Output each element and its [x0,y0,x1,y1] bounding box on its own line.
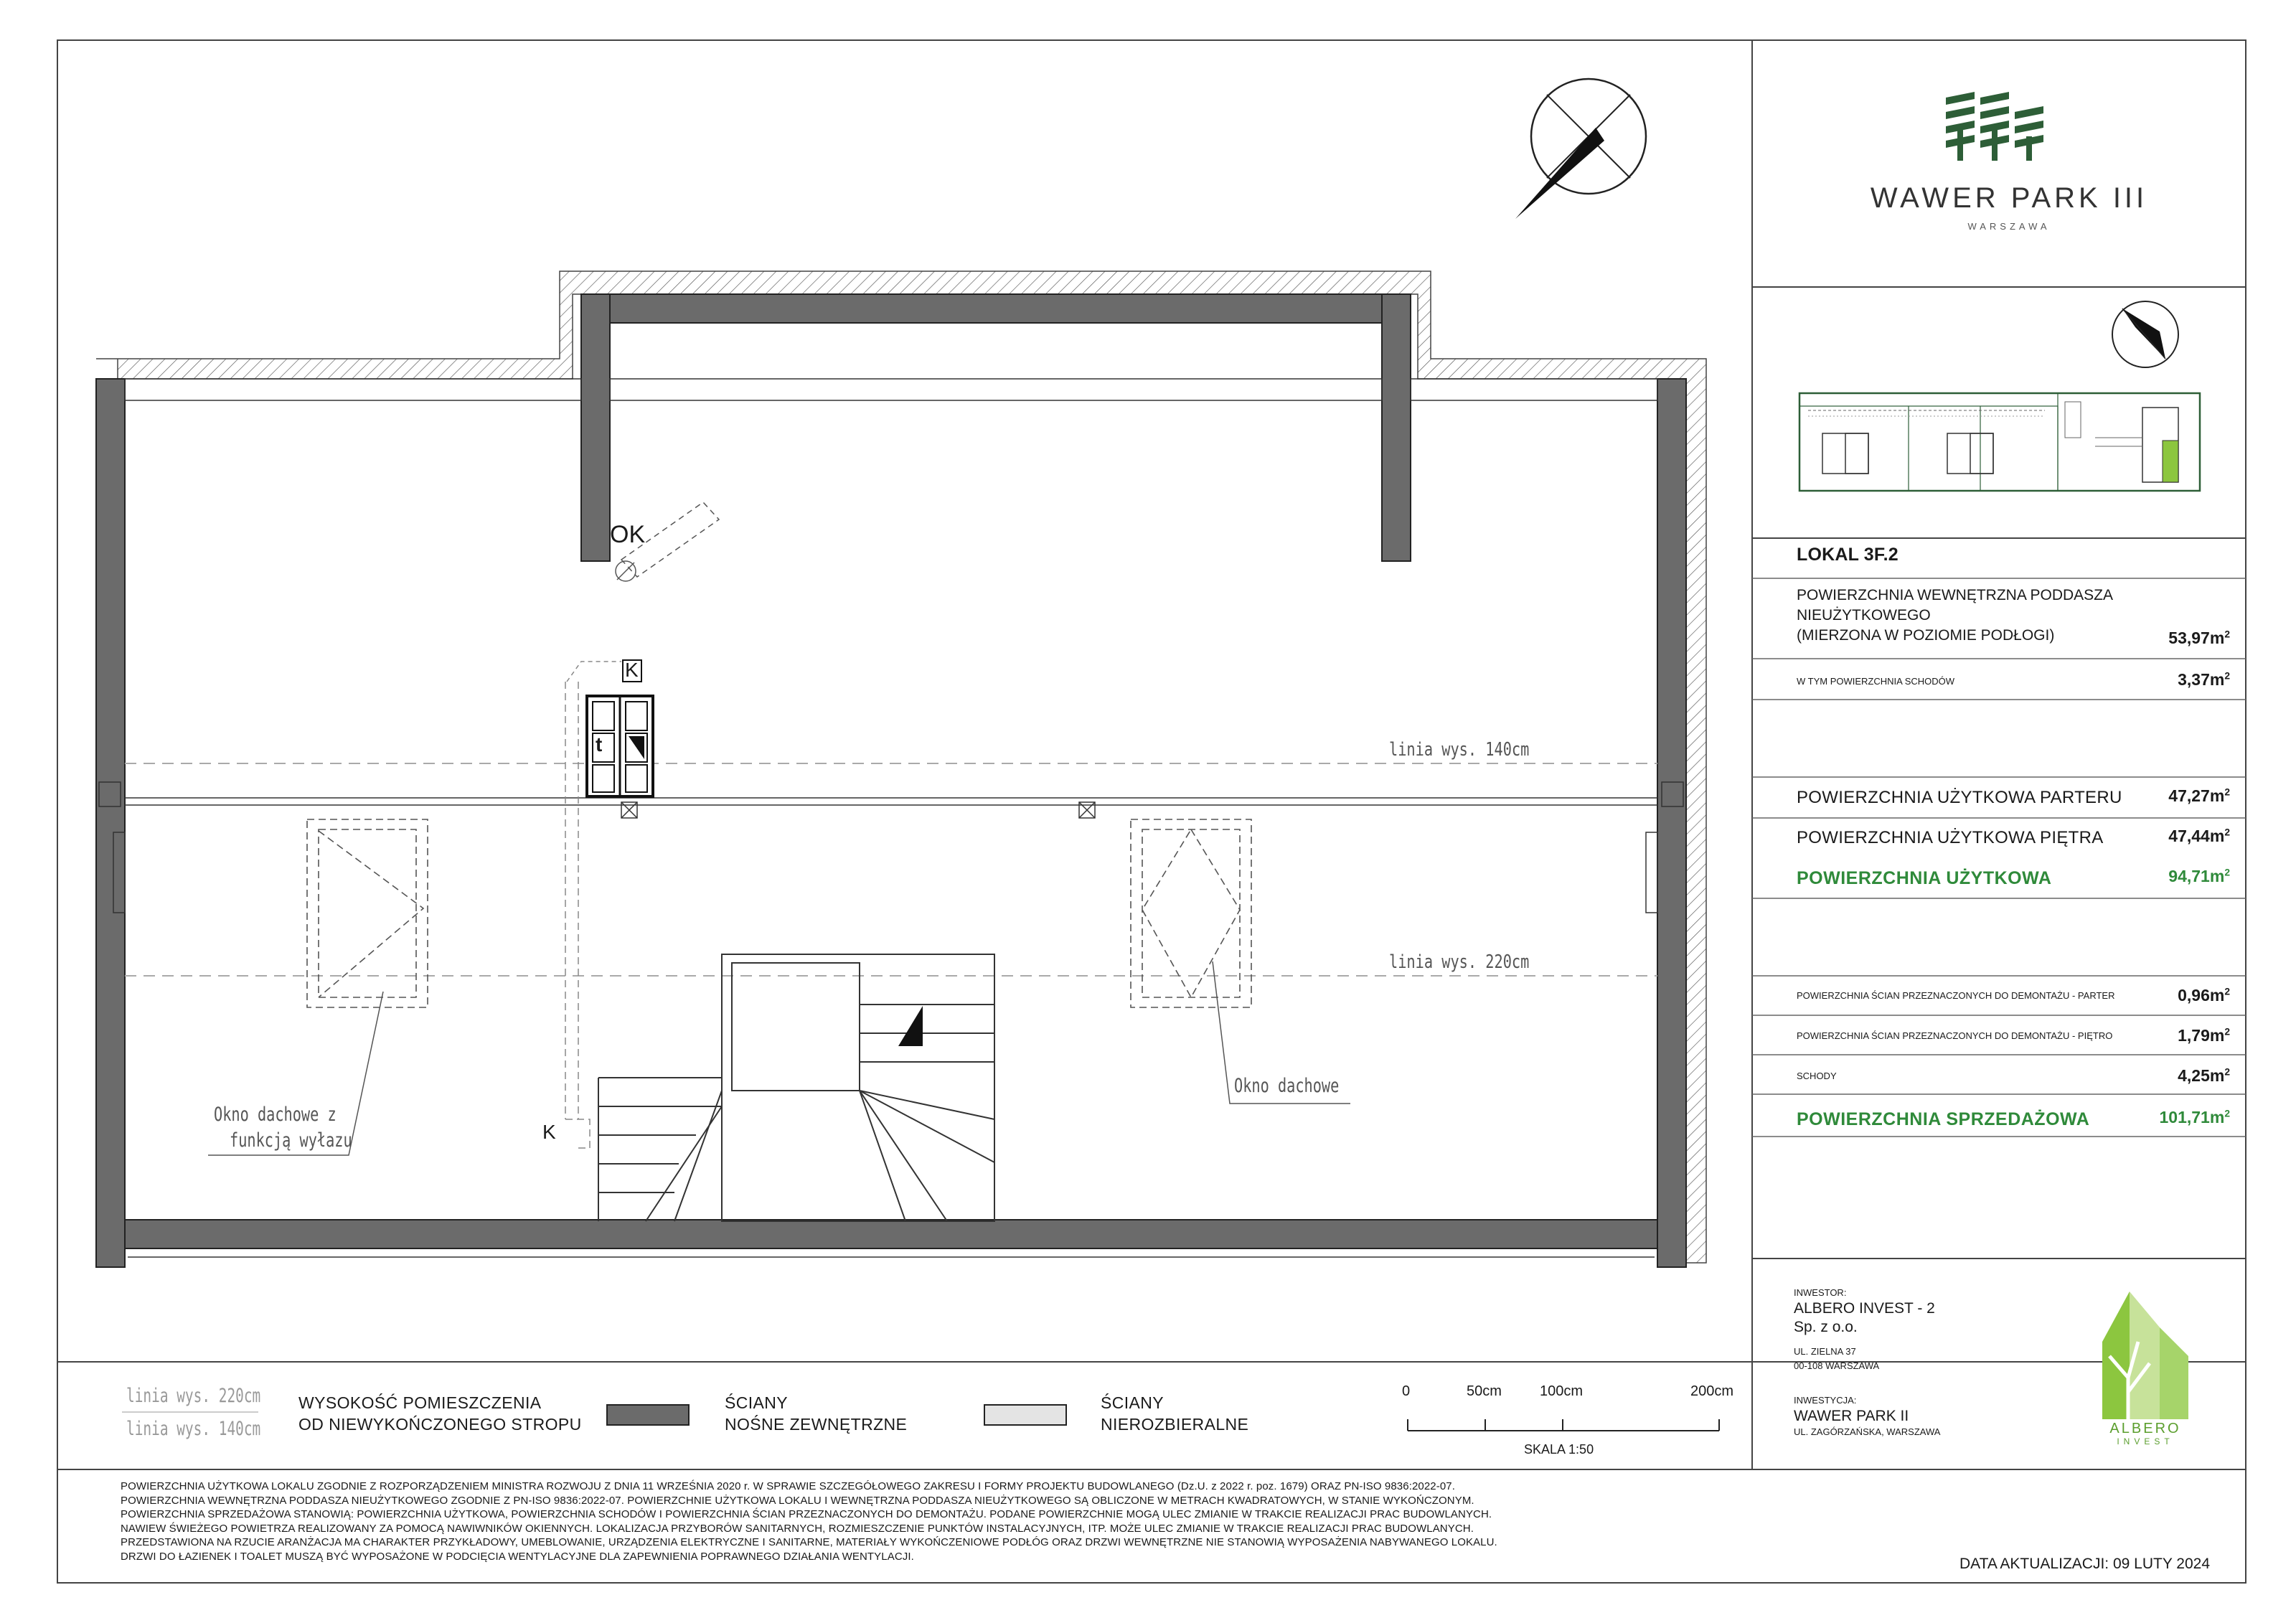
sale-area-label: POWIERZCHNIA SPRZEDAŻOWA [1797,1109,2090,1129]
investor-address-1: UL. ZIELNA 37 [1794,1346,1856,1357]
sale-area-number: 101,71m [2159,1108,2225,1126]
floor-area-value [2168,827,2230,846]
stairs-included-label: W TYM POWIERZCHNIA SCHODÓW [1797,676,1955,687]
attic-area-label-line-2: NIEUŻYTKOWEGO [1797,607,1931,624]
sq-mark: 2 [2224,1108,2230,1119]
roof-window-label: Okno dachowe [1234,1075,1340,1097]
walls-floor-value [2178,1026,2230,1045]
ground-area-label: POWIERZCHNIA UŻYTKOWA PARTERU [1797,788,2122,807]
legend-swatches [122,1405,1066,1425]
small-north-compass-icon [2112,301,2178,367]
label-ok: OK [610,521,646,548]
roof-window-left [307,819,428,1007]
roof-window-exit-label-2: funkcją wyłazu [230,1129,352,1152]
height-lines [125,763,1657,976]
attic-area-label-line-3: (MIERZONA W POZIOMIE PODŁOGI) [1797,627,2055,644]
stairs-included-number: 3,37m [2178,670,2225,689]
sq-mark: 2 [2224,786,2230,798]
label-leaders [208,961,1350,1155]
walls-ground-label: POWIERZCHNIA ŚCIAN PRZEZNACZONYCH DO DEMONTAŻU - PARTER [1797,990,2115,1001]
project-city: WARSZAWA [1967,221,2051,232]
scale-tick-200: 200cm [1690,1383,1734,1399]
sq-mark: 2 [2224,827,2230,838]
sq-mark: 2 [2224,1026,2230,1038]
legend-height-line-2: OD NIEWYKOŃCZONEGO STROPU [298,1415,582,1434]
stairs-number: 4,25m [2178,1066,2225,1085]
scale-tick-50: 50cm [1467,1383,1502,1399]
height-line-140-label: linia wys. 140cm [1389,739,1530,761]
roof-window-exit-label-1: Okno dachowe z [214,1104,337,1126]
sq-mark: 2 [2224,629,2230,640]
sq-mark: 2 [2224,867,2230,878]
label-k-top: K [625,659,639,681]
sq-mark: 2 [2224,670,2230,682]
note-line: DRZWI DO ŁAZIENEK I TOALET MUSZĄ BYĆ WYPOSAŻONE W PODCIĘCIA WENTYLACYJNE DLA ZAPEWNIENIA POPRAWNEGO DZIAŁANIA WENTYLACJI. [121,1550,914,1563]
attic-area-value [2168,629,2230,648]
legend-height-line-1: WYSOKOŚĆ POMIESZCZENIA [298,1393,542,1412]
site-key-plan [1799,393,2200,491]
note-line: POWIERZCHNIA UŻYTKOWA LOKALU ZGODNIE Z ROZPORZĄDZENIEM MINISTRA ROZWOJU Z DNIA 11 WRZEŚNIA 2020 r. W SPRAWIE SZCZEGÓŁOWEGO ZAKRESU I FORMY PROJEKTU BUDOWLANEGO (Dz.U. z 2022 r. poz. 1679) ORAZ PN-ISO 9836:2022-07. [121,1480,1455,1492]
ground-area-number: 47,27m [2168,786,2225,805]
roof-window-right [1131,819,1251,1007]
note-line: POWIERZCHNIA WEWNĘTRZNA PODDASZA NIEUŻYTKOWEGO ZGODNIE Z PN-ISO 9836:2022-07. POWIERZCHNIE UŻYTKOWA LOKALU I WEWNĘTRZNA PODDASZA NIEUŻYTKOWEGO SĄ OBLICZONE W METRACH KWADRATOWYCH, W STANIE WYKOŃCZONYM. [121,1494,1474,1507]
stairs-value [2178,1066,2230,1086]
legend-fixed-line-2: NIEROZBIERALNE [1101,1415,1249,1434]
attic-area-label-line-1: POWIERZCHNIA WEWNĘTRZNA PODDASZA [1797,587,2114,603]
note-line: POWIERZCHNIA SPRZEDAŻOWA STANOWIĄ: POWIERZCHNIA UŻYTKOWA, POWIERZCHNIA SCHODÓW I POWIERZCHNIA ŚCIAN PRZEZNACZONYCH DO DEMONTAŻU. PODANE POWIERZCHNIE MOGĄ ULEC ZMIANIE W TRAKCIE REALIZACJI PRAC BUDOWLANYCH. [121,1508,1492,1520]
ground-area-value [2168,786,2230,806]
investor-name-2: Sp. z o.o. [1794,1319,1858,1335]
walls-floor-number: 1,79m [2178,1026,2225,1045]
stairs-label: SCHODY [1797,1071,1837,1081]
investor-address-2: 00-108 WARSZAWA [1794,1360,1880,1371]
walls-floor-label: POWIERZCHNIA ŚCIAN PRZEZNACZONYCH DO DEMONTAŻU - PIĘTRO [1797,1030,2113,1041]
label-t: t [596,733,603,756]
floor-area-label: POWIERZCHNIA UŻYTKOWA PIĘTRA [1797,828,2104,847]
walls-ground-value [2178,986,2230,1005]
area-table-lines [1752,578,2246,1137]
investment-name: WAWER PARK II [1794,1408,1909,1424]
legend-bearing-line-2: NOŚNE ZEWNĘTRZNE [725,1415,908,1434]
investment-address: UL. ZAGÓRZAŃSKA, WARSZAWA [1794,1426,1941,1437]
plan-inner-lines [99,379,1683,1257]
scale-tick-0: 0 [1402,1383,1411,1399]
note-line: PRZEDSTAWIONA NA RZUCIE ARANŻACJA MA CHARAKTER PRZYKŁADOWY, UMEBLOWANIE, URZĄDZENIA ELEKTRYCZNE I SANITARNE, MATERIAŁY WYKOŃCZENIOWE PODŁÓG ORAZ DRZWI WEWNĘTRZNE NIE STANOWIĄ WYPOSAŻENIA NABYWANEGO LOKALU. [121,1536,1497,1548]
legal-notes [121,1479,1771,1563]
shaft-cabinet [565,660,653,1148]
scale-label: SKALA 1:50 [1524,1442,1594,1457]
legend-line-140: linia wys. 140cm [126,1418,261,1440]
sq-mark: 2 [2224,986,2230,997]
legend-height [298,1392,582,1435]
wawer-park-logo-icon [1946,92,2043,161]
attic-area-number: 53,97m [2168,629,2225,647]
project-name: WAWER PARK III [1870,182,2148,214]
usable-area-number: 94,71m [2168,867,2225,885]
albero-logo-text-2: INVEST [2117,1436,2174,1446]
note-line: NAWIEW ŚWIEŻEGO POWIETRZA REALIZOWANY ZA POMOCĄ NAWIWNIKÓW OKIENNYCH. LOKALIZACJA PRZYBORÓW SANITARNYCH, ROZMIESZCZENIE PUNKTÓW INSTALACYJNYCH, ITP. MOŻE ULEC ZMIANIE W TRAKCIE REALIZACJI PRAC BUDOWLANYCH. [121,1522,1474,1535]
legend-fixed-line-1: ŚCIANY [1101,1393,1165,1412]
north-compass-icon [1515,79,1646,219]
insulation-hatch [96,271,1706,1263]
legend-bearing [725,1392,907,1435]
legend-line-220: linia wys. 220cm [126,1385,261,1407]
usable-area-value [2168,867,2230,886]
floor-area-number: 47,44m [2168,827,2225,845]
sq-mark: 2 [2224,1066,2230,1078]
scale-bar [1408,1419,1719,1431]
legend-fixed [1101,1392,1248,1435]
investor-heading: INWESTOR: [1794,1287,1847,1298]
walls-ground-number: 0,96m [2178,986,2225,1005]
update-date: DATA AKTUALIZACJI: 09 LUTY 2024 [1959,1556,2210,1572]
investor-name-1: ALBERO INVEST - 2 [1794,1300,1935,1317]
albero-logo-text-1: ALBERO [2109,1421,2181,1436]
albero-invest-logo-icon [2102,1292,2188,1419]
scale-tick-100: 100cm [1540,1383,1584,1399]
attic-area-label [1797,585,2113,646]
usable-area-label: POWIERZCHNIA UŻYTKOWA [1797,868,2052,888]
legend-bearing-line-1: ŚCIANY [725,1393,789,1412]
investment-heading: INWESTYCJA: [1794,1395,1857,1406]
staircase [598,954,994,1221]
height-line-220-label: linia wys. 220cm [1389,951,1530,973]
stairs-included-value [2178,670,2230,690]
unit-code: LOKAL 3F.2 [1797,545,1899,565]
sale-area-value [2160,1108,2231,1127]
label-k-bottom: K [542,1121,556,1143]
